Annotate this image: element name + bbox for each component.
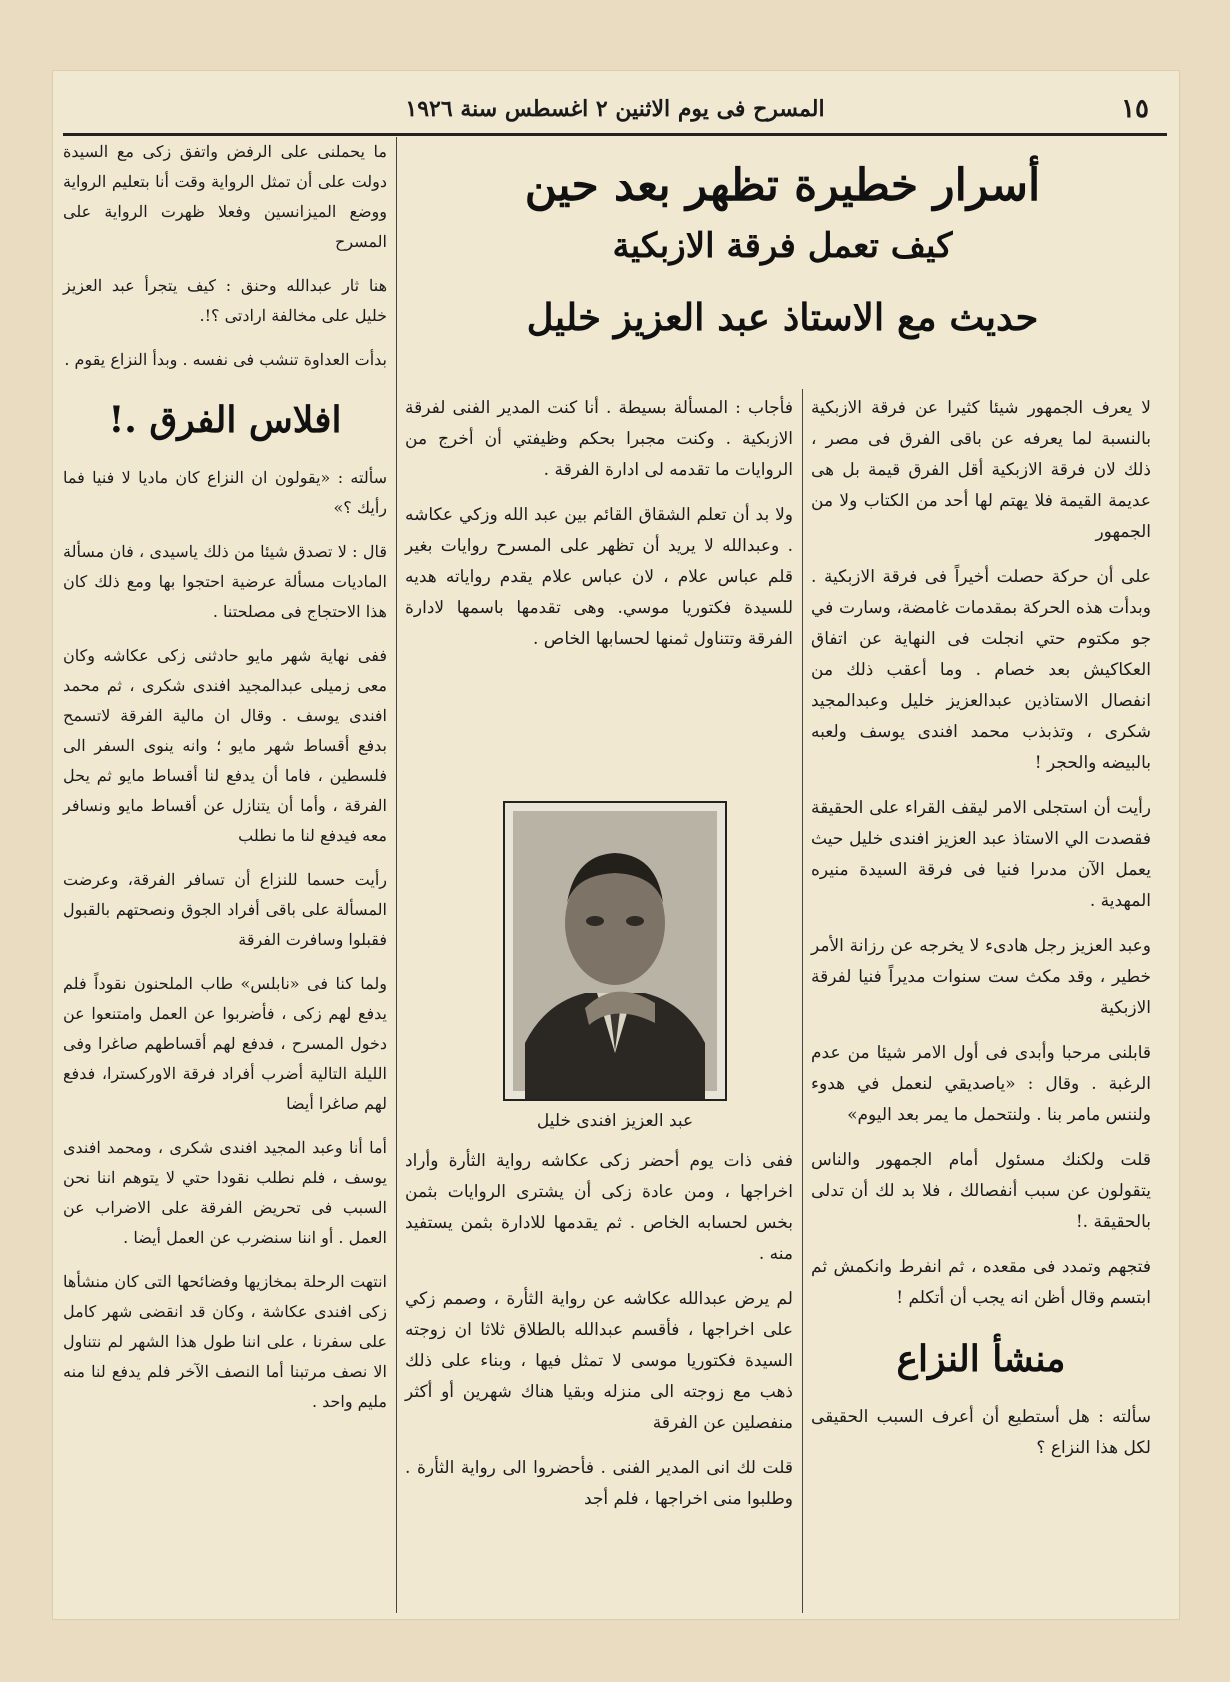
paragraph: رأيت أن استجلى الامر ليقف القراء على الحقيقة فقصدت الي الاستاذ عبد العزيز افندى خليل حيث يعمل الآن مدىرا فنيا فى فرقة السيدة منيره المهدية . [811, 798, 1151, 911]
paragraph: انتهت الرحلة بمخازيها وفضائحها التى كان منشأها زكى افندى عكاشة ، وكان قد انقضى شهر كامل على سفرنا ، على اننا طول هذا الشهر لم نتناول الا نصف مرتبنا أما النصف الآخر فلم يدفع لنا منه مليم واحد . [63, 1272, 387, 1411]
paragraph: سألته : «يقولون ان النزاع كان ماديا لا فنيا فما رأيك ؟» [63, 468, 387, 517]
paragraph: ولا بد أن تعلم الشقاق القائم بين عبد الله وزكي عكاشه . وعبدالله لا يريد أن تظهر على المسرح روايات بغير قلم عباس علام ، لان عباس علام يقدم رواياته هديه للسيدة فكتوريا موسي. وهى تقدمها باسمها لادارة الفرقة وتتناول ثمنها لحسابها الخاص . [405, 505, 793, 649]
paragraph: قلت ولكنك مسئول أمام الجمهور والناس يتقولون عن سبب أنفصالك ، فلا بد لك أن تدلى بالحقيقة .! [811, 1150, 1151, 1232]
sub-headline: كيف تعمل فرقة الازبكية [612, 226, 953, 266]
paragraph: ففى ذات يوم أحضر زكى عكاشه رواية الثأرة وأراد اخراجها ، ومن عادة زكى أن يشترى الروايات بثمن بخس لحسابه الخاص . ثم يقدمها للادارة بثمن يستفيد منه . [405, 1151, 793, 1264]
article-column-middle-bottom [405, 1146, 793, 1515]
paragraph: قلت لك انى المدير الفنى . فأحضروا الى رواية الثأرة . وطلبوا منى اخراجها ، فلم أجد [405, 1458, 793, 1509]
photo-caption: عبد العزيز افندى خليل [536, 1111, 694, 1131]
paragraph: هنا ثار عبدالله وحنق : كيف يتجرأ عبد العزيز خليل على مخالفة ارادتى ؟!. [63, 276, 387, 325]
column-divider-left [396, 137, 397, 1613]
main-headline: أسرار خطيرة تظهر بعد حين [524, 160, 1041, 211]
paragraph: أما أنا وعبد المجيد افندى شكرى ، ومحمد افندى يوسف ، فلم نطلب نقودا حتي لا يتوهم اننا نحن السبب فى تحريض الفرقة على الاضراب عن العمل . أو اننا سنضرب عن العمل أيضا . [63, 1138, 387, 1247]
article-column-left [63, 137, 387, 1431]
portrait-photo [503, 801, 727, 1101]
page-header [63, 89, 1167, 129]
article-column-middle-top [405, 393, 793, 669]
page-number: ١٥ [1121, 94, 1149, 124]
article-column-right [811, 393, 1151, 1478]
paragraph: بدأت العداوة تنشب فى نفسه . وبدأ النزاع يقوم . [64, 350, 387, 369]
paragraph: سألته : هل أستطيع أن أعرف السبب الحقيقى لكل هذا النزاع ؟ [811, 1407, 1151, 1458]
paragraph: وعبد العزيز رجل هادىء لا يخرجه عن رزانة الأمر خطير ، وقد مكث ست سنوات مديراً فنيا لفرقة الازبكية [811, 936, 1151, 1018]
newspaper-page [52, 70, 1180, 1620]
interview-headline: حديث مع الاستاذ عبد العزيز خليل [526, 295, 1039, 339]
paragraph: فأجاب : المسألة بسيطة . أنا كنت المدير الفنى لفرقة الازبكية . وكنت مجبرا بحكم وظيفتي أن أخرج من الروايات ما تقدمه لى ادارة الفرقة . [405, 398, 793, 480]
paragraph: على أن حركة حصلت أخيراً فى فرقة الازبكية . وبدأت هذه الحركة بمقدمات غامضة، وسارت في جو مكتوم حتي انجلت فى النهاية عن اتفاق العكاكيش بعد خصام . وما أعقب ذلك من انفصال الاستاذين عبدالعزيز خليل وعبدالمجيد شكرى ، وتذبذب محمد افندى يوسف ولعبه بالبيضه والحجر ! [811, 567, 1151, 773]
paragraph: لا يعرف الجمهور شيئا كثيرا عن فرقة الازبكية بالنسبة لما يعرفه عن باقى الفرق فى مصر ، ذلك لان فرقة الازبكية أقل الفرق قيمة بل هى عديمة القيمة فلا يهتم لها أحد من الكتاب ولا من الجمهور [811, 398, 1151, 542]
headline-block [405, 157, 1160, 343]
subheading-dispute-origin: منشأ النزاع [896, 1338, 1066, 1380]
subheading-troupe-bankruptcy: افلاس الفرق .! [108, 399, 342, 441]
portrait-icon [505, 803, 725, 1099]
paragraph: قابلنى مرحبا وأبدى فى أول الامر شيئا من عدم الرغبة . وقال : «ياصديقي لنعمل في هدوء ولننس مامر بنا . ولنتحمل ما يمر بعد اليوم» [811, 1043, 1151, 1125]
column-divider-middle [802, 389, 803, 1613]
paragraph: لم يرض عبدالله عكاشه عن رواية الثأرة ، وصمم زكي على اخراجها ، فأقسم عبدالله بالطلاق ثلاثا ان زوجته السيدة فكتوريا موسى لا تمثل فيها ، وبناء على ذلك ذهب مع زوجته الى منزله وبقيا هناك شهرين أو أكثر منفصلين عن الفرقة [405, 1289, 793, 1433]
paragraph: ولما كنا فى «نابلس» طاب الملحنون نقوداً فلم يدفع لهم زكى ، فأضربوا عن العمل وامتنعوا عن دخول المسرح ، فدفع لهم أقساطهم صاغرا وفى الليلة التالية أضرب أفراد فرقة الاوركسترا، فدفع لهم صاغرا أيضا [63, 974, 387, 1113]
paragraph: رأيت حسما للنزاع أن تسافر الفرقة، وعرضت المسألة على باقى أفراد الجوق ونصحتهم بالقبول فقبلوا وسافرت الفرقة [63, 870, 387, 949]
paragraph: ففى نهاية شهر مايو حادثنى زكى عكاشه وكان معى زميلى عبدالمجيد افندى شكرى ، ثم محمد افندى يوسف . وقال ان مالية الفرقة لاتسمح بدفع أقساط شهر مايو ؛ وانه ينوى السفر الى فلسطين ، فاما أن يدفع لنا أقساط مايو ثم يحل الفرقة ، وأما أن يتنازل عن أقساط مايو ونسافر معه فيدفع لنا ما نطلب [63, 646, 387, 845]
header-title: المسرح فى يوم الاثنين ٢ اغسطس سنة ١٩٢٦ [405, 96, 825, 122]
header-rule [63, 133, 1167, 136]
paragraph: ما يحملنى على الرفض واتفق زكى مع السيدة دولت على أن تمثل الرواية وقت أنا بتعليم الرواية ووضع الميزانسين وفعلا ظهرت الرواية على المسرح [63, 142, 387, 251]
paragraph: فتجهم وتمدد فى مقعده ، ثم انفرط وانكمش ثم ابتسم وقال أظن انه يجب أن أتكلم ! [811, 1257, 1151, 1308]
paragraph: قال : لا تصدق شيئا من ذلك ياسيدى ، فان مسألة الماديات مسألة عرضية احتجوا بها ومع ذلك كان هذا الاحتجاج فى مصلحتنا . [63, 542, 387, 621]
